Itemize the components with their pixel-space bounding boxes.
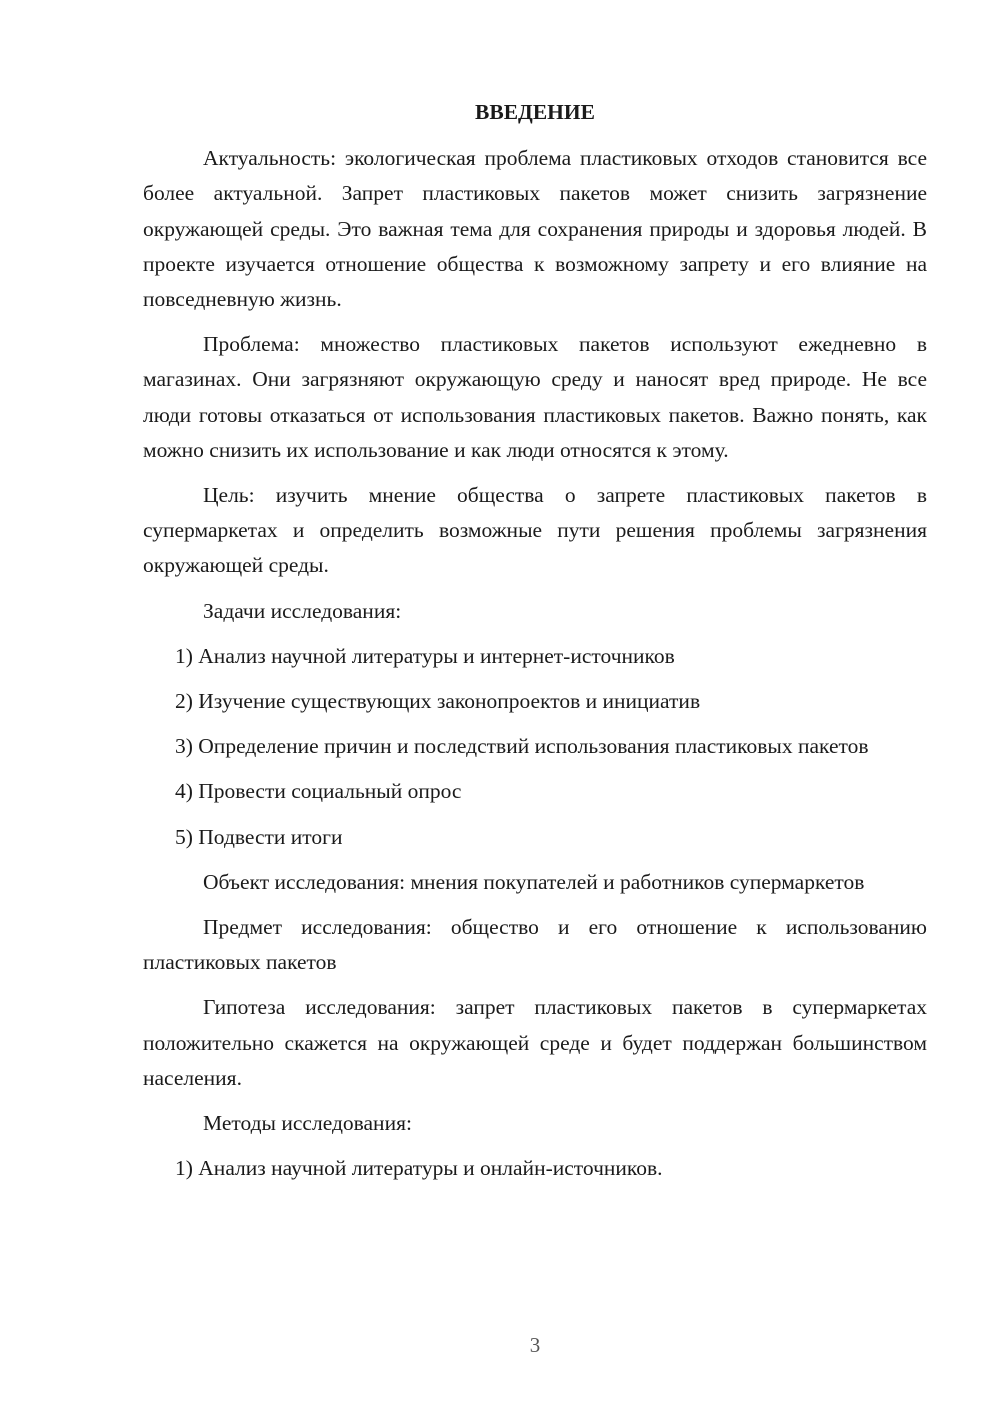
page-number: 3	[529, 1333, 541, 1357]
task-item: 4) Провести социальный опрос	[175, 779, 462, 804]
document-page	[143, 95, 927, 1196]
paragraph-object: Объект исследования: мнения покупателей и работников супермаркетов	[203, 869, 865, 894]
method-item: 1) Анализ научной литературы и онлайн-источников.	[175, 1156, 663, 1181]
tasks-heading: Задачи исследования:	[203, 598, 402, 623]
paragraph-relevance: Актуальность: экологическая проблема пластиковых отходов становится все более актуальной. Запрет пластиковых пакетов может снизить загрязнение окружающей среды. Это важная тема для сохранения природы и здоровья людей. В проекте изучается отношение общества к возможному запрету и его влияние на повседневную жизнь.	[143, 146, 927, 312]
section-heading: ВВЕДЕНИЕ	[475, 100, 595, 124]
task-item: 5) Подвести итоги	[175, 824, 343, 849]
paragraph-goal: Цель: изучить мнение общества о запрете пластиковых пакетов в супермаркетах и определить возможные пути решения проблемы загрязнения окружающей среды.	[143, 483, 927, 578]
methods-heading: Методы исследования:	[203, 1111, 412, 1136]
paragraph-hypothesis: Гипотеза исследования: запрет пластиковых пакетов в супермаркетах положительно скажется на окружающей среде и будет поддержан большинством населения.	[143, 995, 927, 1090]
paragraph-problem: Проблема: множество пластиковых пакетов используют ежедневно в магазинах. Они загрязняют окружающую среду и наносят вред природе. Не все люди готовы отказаться от использования пластиковых пакетов. Важно понять, как можно снизить их использование и как люди относятся к этому.	[143, 332, 927, 462]
task-item: 3) Определение причин и последствий использования пластиковых пакетов	[175, 734, 869, 759]
task-item: 1) Анализ научной литературы и интернет-источников	[175, 643, 675, 668]
paragraph-subject: Предмет исследования: общество и его отношение к использованию пластиковых пакетов	[143, 915, 927, 975]
task-item: 2) Изучение существующих законопроектов и инициатив	[175, 689, 701, 714]
